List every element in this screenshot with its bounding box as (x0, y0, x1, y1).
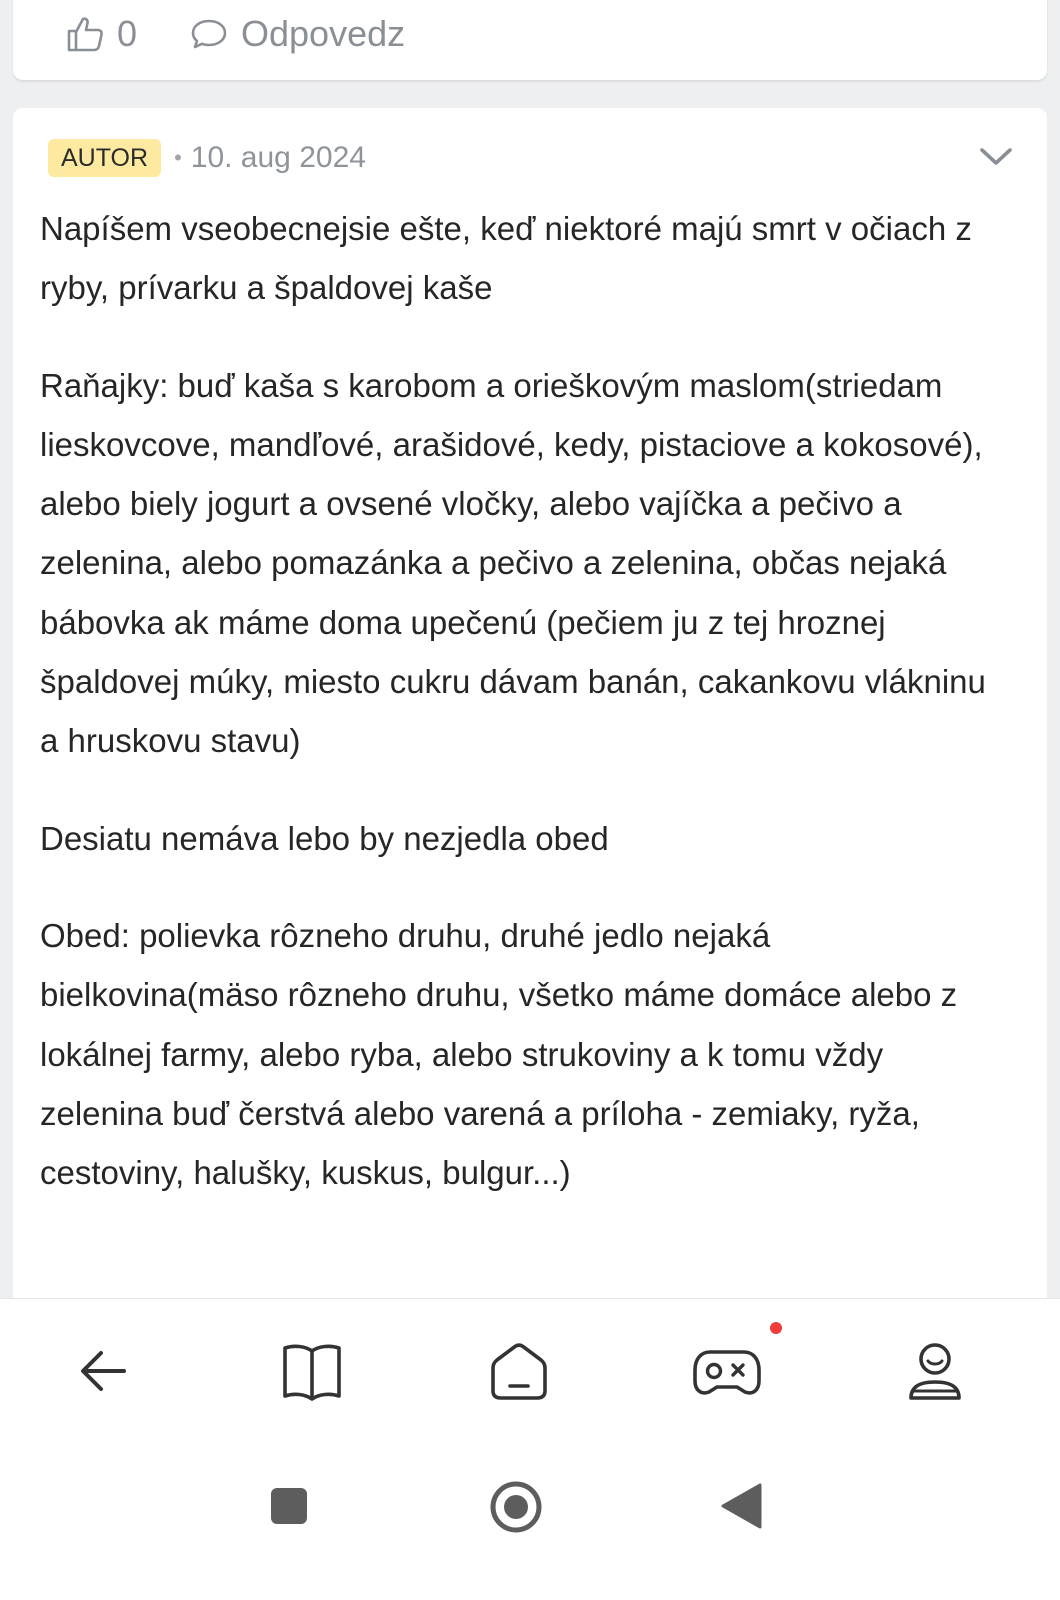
back-triangle-icon (720, 1482, 764, 1530)
like-count: 0 (117, 13, 138, 54)
reply-label: Odpovedz (241, 13, 406, 54)
system-navigation-bar (0, 1440, 1060, 1600)
nav-profile[interactable] (895, 1337, 975, 1407)
comment-date: 10. aug 2024 (190, 141, 366, 174)
reply-button[interactable] (189, 0, 405, 68)
thumbs-up-icon (65, 14, 105, 54)
bottom-navigation (0, 1298, 1060, 1441)
nav-games[interactable] (687, 1337, 767, 1407)
comment-paragraph: Desiatu nemáva lebo by nezjedla obed (40, 819, 609, 857)
previous-comment-card (13, 0, 1047, 80)
comment-meta (48, 139, 366, 177)
expand-comment-button[interactable] (979, 143, 1013, 171)
system-home-button[interactable] (489, 1480, 543, 1539)
notification-dot (770, 1322, 782, 1334)
book-icon (272, 1337, 352, 1407)
system-back-button[interactable] (720, 1482, 764, 1535)
speech-bubble-icon (189, 14, 229, 54)
nav-back[interactable] (64, 1337, 144, 1407)
home-icon (479, 1337, 559, 1407)
nav-home[interactable] (479, 1337, 559, 1407)
comment-card (13, 108, 1047, 1318)
home-circle-icon (489, 1480, 543, 1534)
like-button[interactable] (65, 0, 137, 68)
back-arrow-icon (64, 1337, 144, 1407)
profile-icon (895, 1337, 975, 1407)
meta-separator: • (174, 145, 182, 170)
recents-square-icon (270, 1487, 308, 1525)
nav-library[interactable] (272, 1337, 352, 1407)
author-badge: AUTOR (48, 139, 161, 177)
comment-body (40, 199, 1010, 1240)
system-recents-button[interactable] (270, 1487, 308, 1530)
gamepad-icon (687, 1337, 767, 1407)
comment-paragraph: Napíšem vseobecnejsie ešte, keď niektoré majú smrt v očiach z ryby, prívarku a špaldovej kaše (40, 210, 972, 307)
comment-paragraph: Raňajky: buď kaša s karobom a orieškovým maslom(striedam lieskovcove, mandľové, arašidové, kedy, pistaciove a kokosové), alebo biely jogurt a ovsené vločky, alebo vajíčka a pečivo a zelenina, alebo pomazánka a pečivo a zelenina, občas nejaká bábovka ak máme doma upečenú (pečiem ju z tej hroznej špaldovej múky, miesto cukru dávam banán, cakankovu vlákninu a hruskovu stavu) (40, 366, 986, 760)
chevron-down-icon (979, 143, 1013, 171)
comment-paragraph: Obed: polievka rôzneho druhu, druhé jedlo nejaká bielkovina(mäso rôzneho druhu, všetko máme domáce alebo z lokálnej farmy, alebo ryba, alebo strukoviny a k tomu vždy zelenina buď čerstvá alebo varená a príloha - zemiaky, ryža, cestoviny, halušky, kuskus, bulgur...) (40, 916, 958, 1192)
